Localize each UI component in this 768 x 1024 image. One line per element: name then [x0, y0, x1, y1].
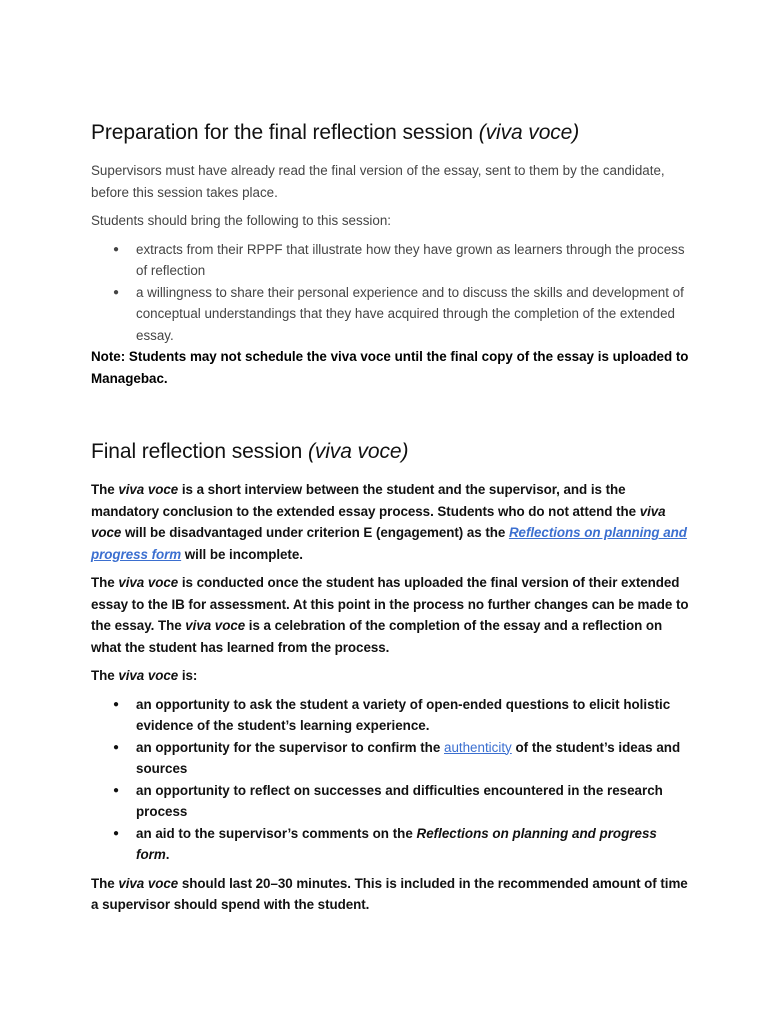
section-heading-preparation: Preparation for the final reflection session (viva voce) — [91, 121, 580, 144]
document-body — [91, 118, 691, 916]
paragraph-students-bring: Students should bring the following to this session: — [91, 213, 391, 228]
list-item: ● an aid to the supervisor’s comments on the Reflections on planning and progress form. — [91, 823, 691, 866]
bullet-list-viva — [91, 694, 691, 866]
rppf-link[interactable]: Reflections on planning and progress form — [91, 525, 687, 562]
list-item: ● an opportunity for the supervisor to confirm the authenticity of the student’s ideas and sources — [91, 737, 691, 780]
bullet-icon: ● — [113, 827, 120, 839]
paragraph-supervisors: Supervisors must have already read the final version of the essay, sent to them by the candidate, before this session takes place. — [91, 163, 665, 200]
list-item: ● an opportunity to ask the student a variety of open-ended questions to elicit holistic evidence of the student’s learning experience. — [91, 694, 691, 737]
bullet-icon: ● — [113, 741, 120, 753]
bullet-icon: ● — [113, 784, 120, 796]
authenticity-link[interactable]: authenticity — [444, 739, 512, 755]
section-heading-final-reflection: Final reflection session (viva voce) — [91, 440, 409, 463]
paragraph-viva-duration: The viva voce should last 20–30 minutes. This is included in the recommended amount of time a supervisor should spend with the student. — [91, 875, 688, 912]
list-item: ● a willingness to share their personal experience and to discuss the skills and development of conceptual understandings that they have acquired through the completion of the extended essay. — [91, 282, 691, 347]
note-schedule: Note: Students may not schedule the viva voce until the final copy of the essay is uploaded to Managebac. — [91, 349, 689, 386]
bullet-icon: ● — [113, 286, 120, 298]
paragraph-viva-is: The viva voce is: — [91, 668, 198, 683]
list-item: ● an opportunity to reflect on successes and difficulties encountered in the research process — [91, 780, 691, 823]
paragraph-viva-definition: The viva voce is a short interview between the student and the supervisor, and is the mandatory conclusion to the extended essay process. Students who do not attend the viva voce will be disadvantaged under criterion E (engagement) as the Reflections on planning and progress form will be incomplete. — [91, 482, 687, 562]
list-item: ● extracts from their RPPF that illustrate how they have grown as learners through the process of reflection — [91, 239, 691, 282]
paragraph-viva-conducted: The viva voce is conducted once the student has uploaded the final version of their extended essay to the IB for assessment. At this point in the process no further changes can be made to the essay. The viva voce is a celebration of the completion of the essay and a reflection on what the student has learned from the process. — [91, 575, 689, 655]
bullet-icon: ● — [113, 698, 120, 710]
bullet-icon: ● — [113, 243, 120, 255]
bullet-list-bring — [91, 239, 691, 347]
